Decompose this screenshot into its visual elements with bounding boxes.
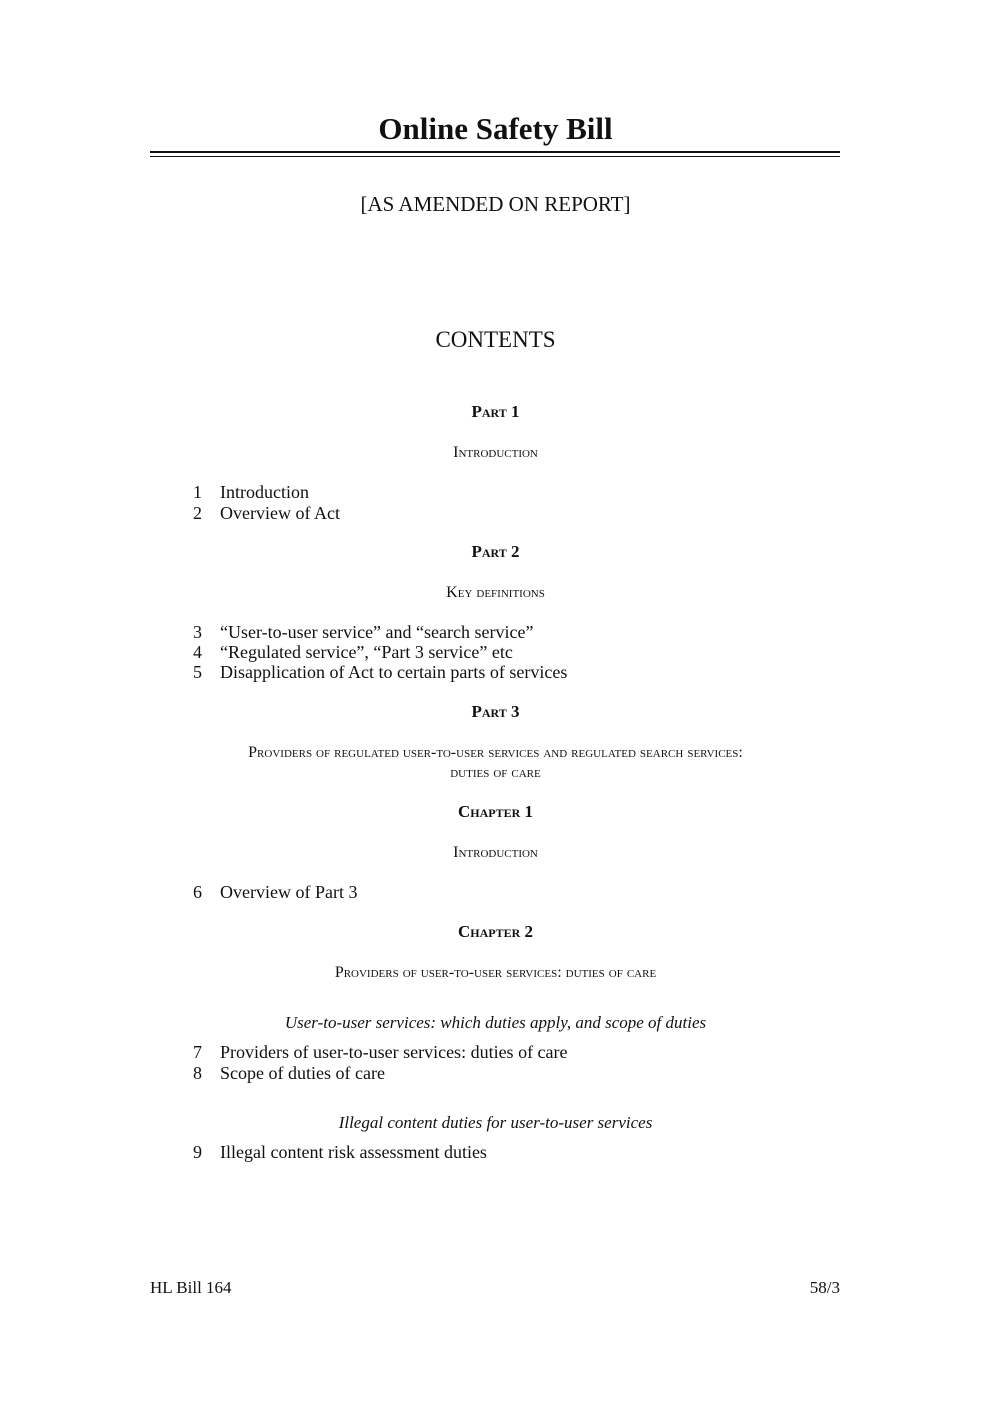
entry-number: 5 (193, 662, 202, 682)
document-title: Online Safety Bill (378, 111, 613, 146)
part-1-label: Part 1 (471, 402, 520, 421)
title-rule-thin (150, 156, 840, 157)
part-2-heading: Key definitions (446, 584, 545, 601)
entry-title: Overview of Act (220, 503, 340, 523)
entry-title: Providers of user-to-user services: duties of care (220, 1042, 568, 1062)
chapter-2-label: Chapter 2 (457, 922, 534, 941)
part-3-heading-line-2: duties of care (450, 764, 541, 781)
bill-number: HL Bill 164 (150, 1278, 232, 1297)
subheading: User-to-user services: which duties apply, and scope of duties (284, 1013, 707, 1032)
entry-title: Overview of Part 3 (220, 882, 358, 902)
part-2-label: Part 2 (471, 542, 520, 561)
entry-title: “User-to-user service” and “search service” (220, 622, 534, 642)
entry-title: Illegal content risk assessment duties (220, 1142, 487, 1162)
entry-number: 3 (193, 622, 202, 642)
chapter-1-heading: Introduction (453, 844, 538, 861)
entry-title: “Regulated service”, “Part 3 service” etc (220, 642, 513, 662)
bill-status: [AS AMENDED ON REPORT] (360, 192, 631, 216)
part-1-heading: Introduction (453, 444, 538, 461)
print-reference: 58/3 (809, 1278, 840, 1297)
chapter-1-label: Chapter 1 (457, 802, 534, 821)
entry-number: 6 (193, 882, 202, 902)
part-3-heading-line-1: Providers of regulated user-to-user services and regulated search services: (248, 744, 743, 761)
subheading: Illegal content duties for user-to-user services (338, 1113, 653, 1132)
entry-title: Introduction (220, 482, 309, 502)
title-rule-thick (150, 151, 840, 153)
entry-number: 1 (193, 482, 202, 502)
entry-number: 4 (193, 642, 202, 662)
entry-title: Scope of duties of care (220, 1063, 385, 1083)
entry-title: Disapplication of Act to certain parts of services (220, 662, 568, 682)
entry-number: 9 (193, 1142, 202, 1162)
entry-number: 7 (193, 1042, 202, 1062)
entry-number: 2 (193, 503, 202, 523)
part-3-label: Part 3 (471, 702, 520, 721)
entry-number: 8 (193, 1063, 202, 1083)
chapter-2-heading: Providers of user-to-user services: duties of care (334, 964, 657, 981)
contents-heading: CONTENTS (435, 327, 556, 352)
